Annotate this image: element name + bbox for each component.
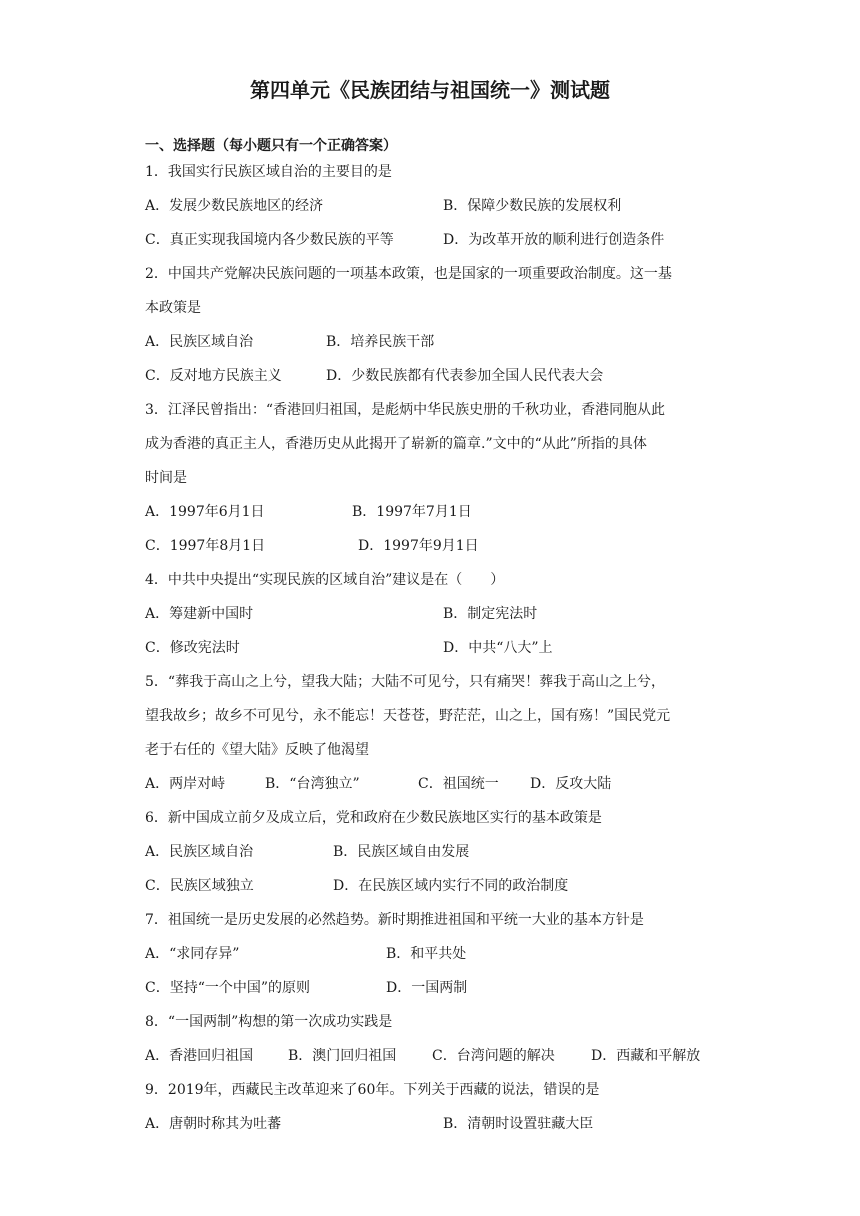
question-1-option-a: A．发展少数民族地区的经济 xyxy=(145,198,324,214)
question-8-option-b: B．澳门回归祖国 xyxy=(288,1048,397,1064)
question-3-option-a: A．1997年6月1日 xyxy=(145,504,265,520)
question-8-stem: 8．“一国两制”构想的第一次成功实践是 xyxy=(145,1014,393,1030)
question-2-option-d: D．少数民族都有代表参加全国人民代表大会 xyxy=(326,368,604,384)
question-4-option-b: B．制定宪法时 xyxy=(443,606,538,622)
question-3-option-c: C．1997年8月1日 xyxy=(145,538,266,554)
question-6-option-d: D．在民族区域内实行不同的政治制度 xyxy=(333,878,569,894)
question-3-stem-line-2: 成为香港的真正主人，香港历史从此揭开了崭新的篇章.”文中的“从此”所指的具体 xyxy=(145,436,647,452)
question-8-option-c: C．台湾问题的解决 xyxy=(432,1048,555,1064)
question-4-option-a: A．筹建新中国时 xyxy=(145,606,254,622)
question-5-option-c: C．祖国统一 xyxy=(418,776,499,792)
question-9-option-b: B．清朝时设置驻藏大臣 xyxy=(443,1116,594,1132)
question-3-stem-line-1: 3．江泽民曾指出：“香港回归祖国，是彪炳中华民族史册的千秋功业，香港同胞从此 xyxy=(145,402,666,418)
question-5-option-b: B．“台湾独立” xyxy=(265,776,360,792)
question-8-option-d: D．西藏和平解放 xyxy=(591,1048,701,1064)
question-1-option-b: B．保障少数民族的发展权利 xyxy=(443,198,622,214)
question-4-stem: 4．中共中央提出“实现民族的区域自治”建议是在（ ） xyxy=(145,572,505,588)
question-8-option-a: A．香港回归祖国 xyxy=(145,1048,254,1064)
question-2-option-c: C．反对地方民族主义 xyxy=(145,368,282,384)
question-6-option-c: C．民族区域独立 xyxy=(145,878,254,894)
question-7-option-d: D．一国两制 xyxy=(386,980,468,996)
question-3-stem-line-3: 时间是 xyxy=(145,470,187,486)
question-6-stem: 6．新中国成立前夕及成立后，党和政府在少数民族地区实行的基本政策是 xyxy=(145,810,602,826)
question-9-stem: 9．2019年，西藏民主改革迎来了60年。下列关于西藏的说法，错误的是 xyxy=(145,1082,600,1098)
document-title: 第四单元《民族团结与祖国统一》测试题 xyxy=(250,78,610,102)
question-3-option-d: D．1997年9月1日 xyxy=(358,538,479,554)
question-7-option-b: B．和平共处 xyxy=(386,946,467,962)
question-6-option-a: A．民族区域自治 xyxy=(145,844,254,860)
question-5-option-d: D．反攻大陆 xyxy=(530,776,612,792)
question-6-option-b: B．民族区域自由发展 xyxy=(333,844,470,860)
question-2-option-b: B．培养民族干部 xyxy=(326,334,435,350)
question-2-option-a: A．民族区域自治 xyxy=(145,334,254,350)
question-5-stem-line-3: 老于右任的《望大陆》反映了他渴望 xyxy=(145,742,369,758)
question-7-stem: 7．祖国统一是历史发展的必然趋势。新时期推进祖国和平统一大业的基本方针是 xyxy=(145,912,644,928)
question-1-option-c: C．真正实现我国境内各少数民族的平等 xyxy=(145,232,394,248)
question-5-stem-line-1: 5．“葬我于高山之上兮，望我大陆；大陆不可见兮，只有痛哭！葬我于高山之上兮， xyxy=(145,674,666,690)
question-3-option-b: B．1997年7月1日 xyxy=(352,504,472,520)
question-5-stem-line-2: 望我故乡；故乡不可见兮，永不能忘！天苍苍，野茫茫，山之上，国有殇！”国民党元 xyxy=(145,708,671,724)
question-7-option-a: A．“求同存异” xyxy=(145,946,240,962)
section-heading: 一、选择题（每小题只有一个正确答案） xyxy=(145,138,397,154)
question-9-option-a: A．唐朝时称其为吐蕃 xyxy=(145,1116,282,1132)
question-2-stem-line-2: 本政策是 xyxy=(145,300,201,316)
question-4-option-d: D．中共“八大”上 xyxy=(443,640,553,656)
question-1-option-d: D．为改革开放的顺利进行创造条件 xyxy=(443,232,665,248)
question-5-option-a: A．两岸对峙 xyxy=(145,776,226,792)
question-4-option-c: C．修改宪法时 xyxy=(145,640,240,656)
question-2-stem-line-1: 2．中国共产党解决民族问题的一项基本政策，也是国家的一项重要政治制度。这一基 xyxy=(145,266,672,282)
question-7-option-c: C．坚持“一个中国”的原则 xyxy=(145,980,311,996)
question-1-stem: 1．我国实行民族区域自治的主要目的是 xyxy=(145,164,392,180)
